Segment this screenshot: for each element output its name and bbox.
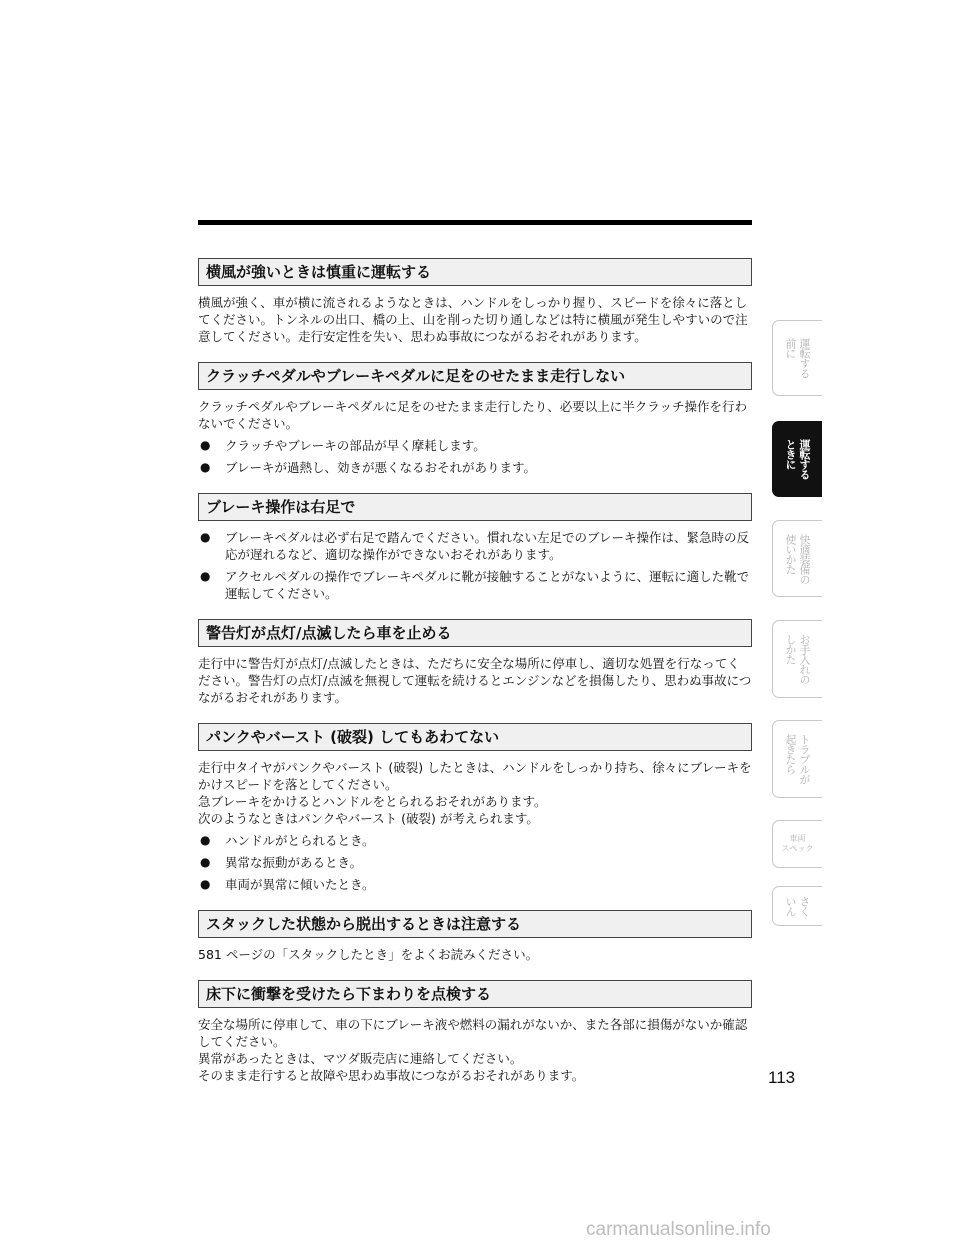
section-paragraph: そのまま走行すると故障や思わぬ事故につながるおそれがあります。 [198, 1068, 585, 1083]
top-rule [198, 220, 752, 225]
section-paragraph: 異常があったときは、マツダ販売店に連絡してください。 [198, 1051, 523, 1066]
bullet-text: 車両が異常に傾いたとき。 [225, 877, 375, 892]
bullet-icon: ● [200, 833, 211, 847]
side-tab-label: いん [784, 896, 797, 916]
page-content [198, 258, 752, 1101]
side-tab-maintenance[interactable] [772, 620, 822, 698]
bullet-icon: ● [200, 530, 211, 544]
side-tab-label: トラブルが [798, 734, 811, 784]
bullet-list [198, 529, 752, 602]
side-tab-label: さく [798, 896, 811, 916]
side-tab-label: 車両 [789, 834, 806, 843]
side-tab-label: 使いかた [784, 533, 797, 574]
bullet-item [198, 459, 752, 476]
side-tab-label: 運転する [798, 338, 811, 378]
section-paragraph: 急ブレーキをかけるとハンドルをとられるおそれがあります。 [198, 794, 547, 809]
section-heading: ブレーキ操作は右足で [198, 493, 752, 521]
bullet-item [198, 529, 752, 563]
bullet-item [198, 854, 752, 871]
side-tab-label: 運転する [798, 439, 811, 479]
section-heading: パンクやバースト (破裂) してもあわてない [198, 723, 752, 751]
section-underbody [198, 980, 752, 1084]
section-heading: 警告灯が点灯/点滅したら車を止める [198, 619, 752, 647]
side-tab-label: しかた [784, 634, 797, 664]
section-paragraph: 走行中に警告灯が点灯/点滅したときは、ただちに安全な場所に停車し、適切な処置を行なってください。警告灯の点灯/点滅を無視して運転を続けるとエンジンなどを損傷したり、思わぬ事故につながるおそれがあります。 [198, 656, 752, 705]
bullet-icon: ● [200, 438, 211, 452]
side-tab-label: ときに [784, 439, 797, 469]
side-tab-index[interactable] [772, 886, 822, 926]
bullet-text: クラッチやブレーキの部品が早く摩耗します。 [225, 438, 486, 453]
section-crosswind [198, 258, 752, 345]
section-heading: 床下に衝撃を受けたら下まわりを点検する [198, 980, 752, 1008]
section-paragraph: 次のようなときはパンクやバースト (破裂) が考えられます。 [198, 811, 539, 826]
watermark: carmanualsonline.info [586, 1219, 771, 1240]
side-tab-label: お手入れの [798, 634, 811, 684]
bullet-list [198, 437, 752, 476]
section-paragraph: 安全な場所に停車して、車の下にブレーキ液や燃料の漏れがないか、また各部に損傷がないか確認してください。 [198, 1017, 748, 1049]
section-paragraph: 581 ページの「スタックしたとき」をよくお読みください。 [198, 947, 539, 962]
section-heading: クラッチペダルやブレーキペダルに足をのせたまま走行しない [198, 362, 752, 390]
section-warning-light [198, 619, 752, 706]
bullet-item [198, 568, 752, 602]
side-tab-label: 起きたら [784, 734, 797, 774]
section-paragraph: クラッチペダルやブレーキペダルに足をのせたまま走行したり、必要以上に半クラッチ操作を行わないでください。 [198, 399, 748, 431]
bullet-icon: ● [200, 855, 211, 869]
bullet-list [198, 832, 752, 893]
section-pedal-foot [198, 362, 752, 476]
bullet-item [198, 437, 752, 454]
page-number: 113 [768, 1068, 796, 1087]
side-tab-specifications[interactable] [772, 820, 822, 868]
section-heading: 横風が強いときは慎重に運転する [198, 258, 752, 286]
section-paragraph: 走行中タイヤがパンクやバースト (破裂) したときは、ハンドルをしっかり持ち、徐々にブレーキをかけスピードを落としてください。 [198, 760, 752, 792]
bullet-icon: ● [200, 569, 211, 583]
section-paragraph: 横風が強く、車が横に流されるようなときは、ハンドルをしっかり握り、スピードを徐々に落としてください。トンネルの出口、橋の上、山を削った切り通しなどは特に横風が発生しやすいので注意してください。走行安定性を失い、思わぬ事故につながるおそれがあります。 [198, 295, 748, 344]
side-tab-when-driving[interactable] [772, 421, 822, 497]
side-tab-label: 快適装備の [798, 533, 811, 584]
bullet-icon: ● [200, 877, 211, 891]
bullet-text: 異常な振動があるとき。 [225, 855, 363, 870]
bullet-item [198, 876, 752, 893]
bullet-text: アクセルペダルの操作でブレーキペダルに靴が接触することがないように、運転に適した靴で運転してください。 [225, 569, 750, 601]
section-puncture [198, 723, 752, 893]
side-tab-before-driving[interactable] [772, 320, 822, 396]
side-tab-troubleshooting[interactable] [772, 720, 822, 798]
section-heading: スタックした状態から脱出するときは注意する [198, 910, 752, 938]
section-brake-right-foot [198, 493, 752, 602]
section-stuck [198, 910, 752, 963]
side-tab-comfort-equipment[interactable] [772, 520, 822, 597]
bullet-text: ブレーキペダルは必ず右足で踏んでください。慣れない左足でのブレーキ操作は、緊急時の反応が遅れるなど、適切な操作ができないおそれがあります。 [225, 530, 750, 562]
side-tab-label: スペック [781, 844, 814, 853]
bullet-text: ブレーキが過熱し、効きが悪くなるおそれがあります。 [225, 460, 537, 475]
bullet-icon: ● [200, 460, 211, 474]
side-tab-label: 前に [784, 338, 797, 358]
bullet-text: ハンドルがとられるとき。 [225, 833, 375, 848]
bullet-item [198, 832, 752, 849]
